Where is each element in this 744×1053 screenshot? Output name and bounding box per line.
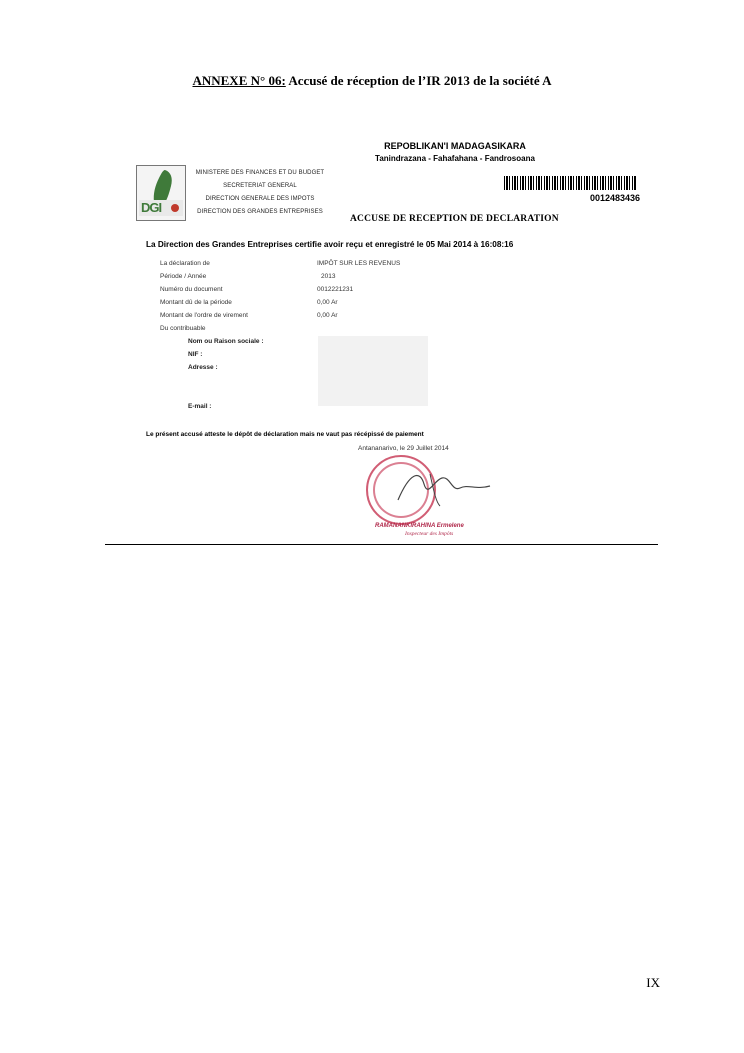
field-label: La déclaration de: [160, 260, 210, 267]
signatory-name: RAMANANKIRAHINA Ermelene: [375, 523, 464, 529]
receipt-heading: ACCUSE DE RECEPTION DE DECLARATION: [350, 214, 559, 224]
taxpayer-email-label: E-mail :: [188, 403, 212, 410]
republic-motto: Tanindrazana - Fahafahana - Fandrosoana: [375, 154, 535, 163]
annexe-title: [0, 73, 744, 89]
field-label: Montant dû de la période: [160, 299, 232, 306]
annexe-label: ANNEXE N° 06:: [192, 73, 286, 88]
field-value: 0,00 Ar: [317, 299, 338, 306]
receipt-statement: Le présent accusé atteste le dépôt de déclaration mais ne vaut pas récépissé de paiement: [146, 431, 424, 438]
horizontal-rule: [105, 544, 658, 545]
barcode-number: 0012483436: [589, 193, 640, 203]
dgi-logo: [136, 165, 186, 221]
barcode: [504, 176, 636, 190]
field-value: 0012221231: [317, 286, 354, 293]
taxpayer-address-label: Adresse :: [188, 364, 218, 371]
logo-dot: [171, 204, 179, 212]
republic-name: REPOBLIKAN'I MADAGASIKARA: [384, 141, 526, 151]
annexe-title-text: Accusé de réception de l’IR 2013 de la société A: [285, 73, 552, 88]
field-label: Montant de l'ordre de virement: [160, 312, 248, 319]
field-label: Du contribuable: [160, 325, 206, 332]
field-label: Numéro du document: [160, 286, 223, 293]
certify-text: La Direction des Grandes Entreprises certifie avoir reçu et enregistré le 05 Mai 2014 à 16:08:16: [146, 240, 514, 249]
ministry-line-1: MINISTERE DES FINANCES ET DU BUDGET: [195, 170, 325, 176]
ministry-line-2: SECRETERIAT GENERAL: [223, 183, 297, 189]
field-value: 0,00 Ar: [317, 312, 338, 319]
field-value: 2013: [321, 273, 336, 280]
place-date: Antananarivo, le 29 Juillet 2014: [358, 445, 449, 452]
signature-icon: [390, 462, 500, 512]
field-label: Période / Année: [160, 273, 207, 280]
taxpayer-name-label: Nom ou Raison sociale :: [188, 338, 264, 345]
page-number: IX: [646, 975, 660, 990]
signatory-role: Inspecteur des Impôts: [405, 531, 454, 537]
redacted-taxpayer-info: [318, 336, 428, 406]
ministry-line-3: DIRECTION GENERALE DES IMPOTS: [205, 196, 315, 202]
field-value: IMPÔT SUR LES REVENUS: [317, 260, 401, 267]
taxpayer-nif-label: NIF :: [188, 351, 203, 358]
logo-text: DGI: [141, 200, 162, 215]
ministry-line-4: DIRECTION DES GRANDES ENTREPRISES: [197, 209, 323, 215]
